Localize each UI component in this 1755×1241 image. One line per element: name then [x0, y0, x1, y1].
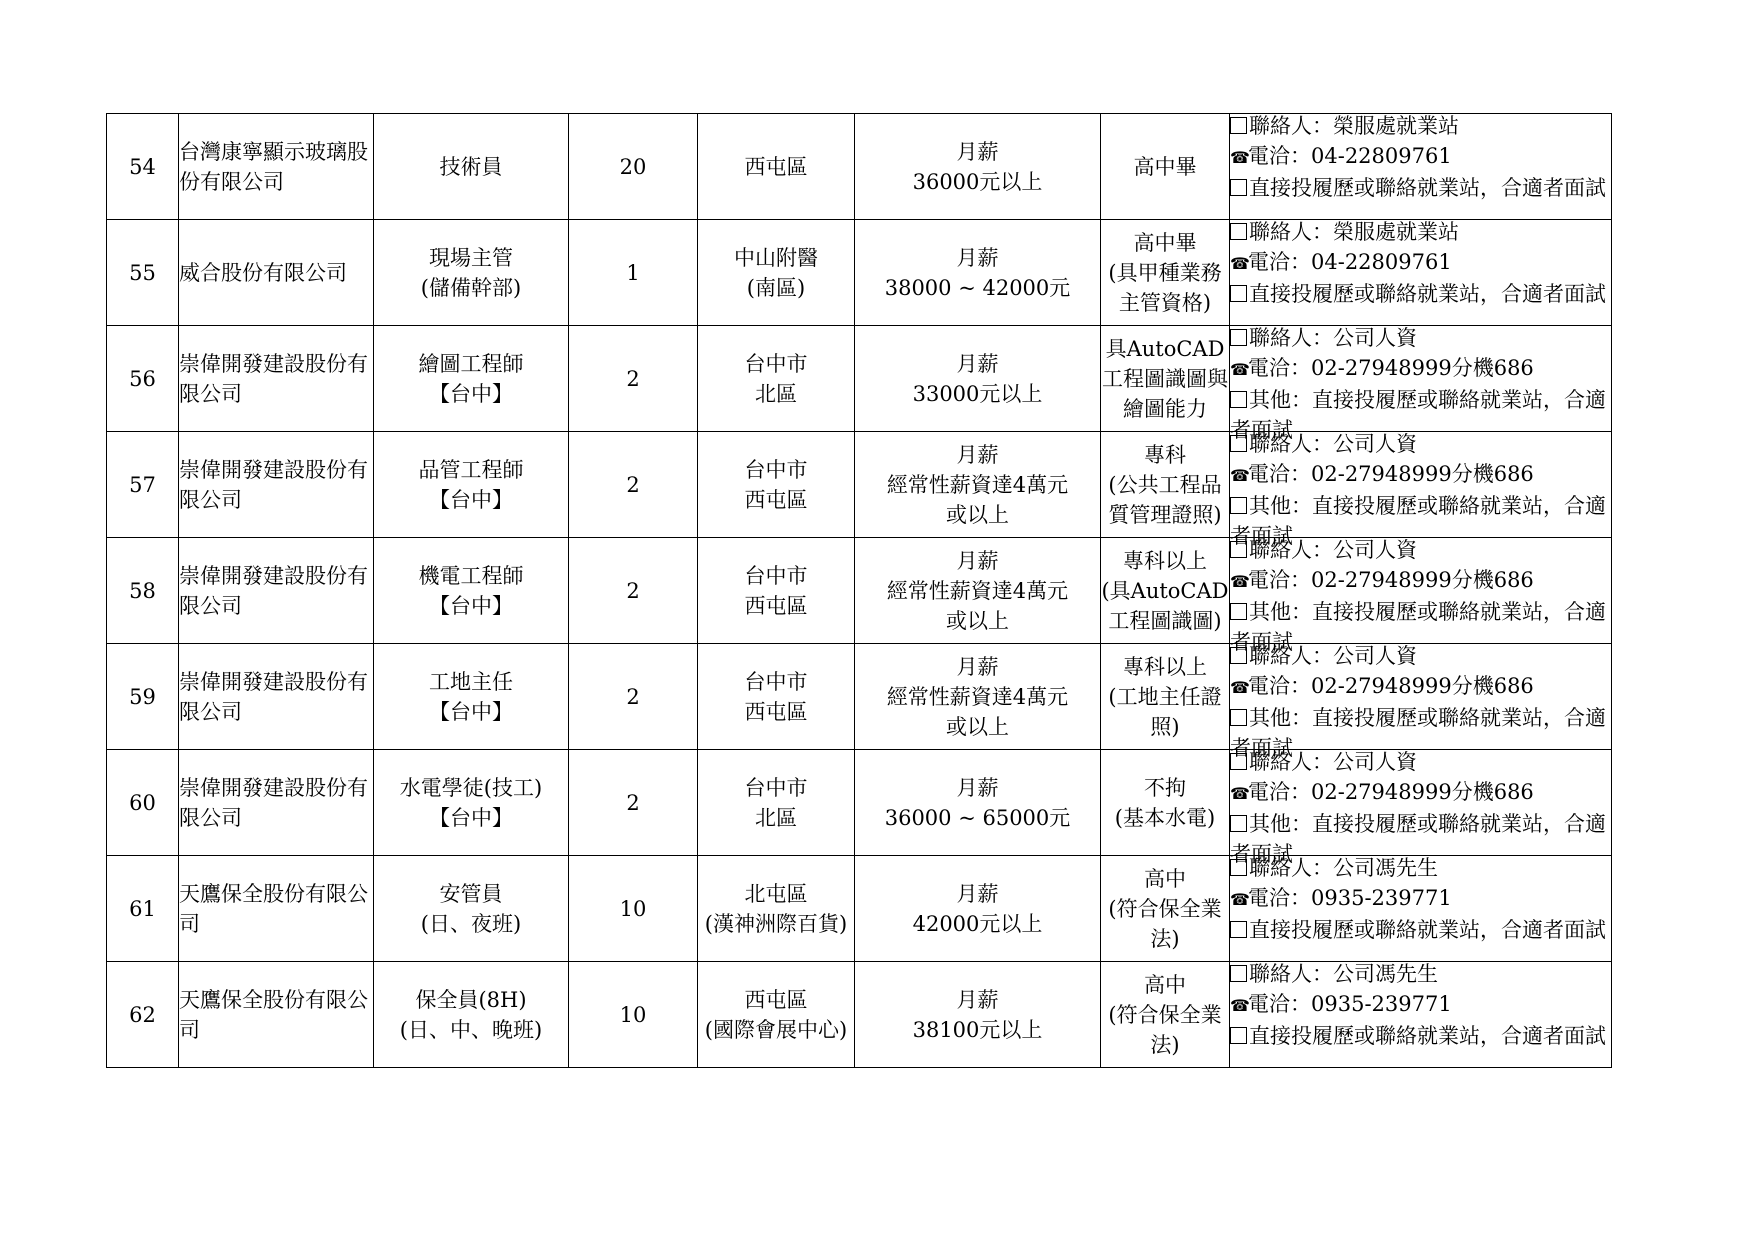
company-name: 威合股份有限公司: [179, 220, 374, 326]
job-position: 安管員 (日、夜班): [374, 856, 569, 962]
contact-info: [1230, 538, 1612, 654]
phone-icon: ☎: [1230, 572, 1250, 591]
hiring-count: 2: [569, 432, 698, 538]
work-location: 台中市 北區: [698, 326, 855, 432]
checkbox-icon: [1230, 223, 1247, 240]
contact-person: 聯絡人：公司人資: [1249, 538, 1417, 562]
row-number: 56: [107, 326, 179, 432]
checkbox-icon: [1230, 815, 1247, 832]
contact-person: 聯絡人：榮服處就業站: [1249, 220, 1459, 244]
work-location: 北屯區 (漢神洲際百貨): [698, 856, 855, 962]
hiring-count: 2: [569, 750, 698, 856]
hiring-count: 2: [569, 326, 698, 432]
contact-phone: 電洽：02-27948999分機686: [1248, 568, 1534, 592]
row-number: 57: [107, 432, 179, 538]
job-position: 水電學徒(技工) 【台中】: [374, 750, 569, 856]
checkbox-icon: [1230, 1027, 1247, 1044]
table-row: [107, 750, 1612, 856]
checkbox-icon: [1230, 329, 1247, 346]
table-row: [107, 432, 1612, 538]
hiring-count: 20: [569, 114, 698, 220]
checkbox-icon: [1230, 541, 1247, 558]
contact-phone: 電洽：0935-239771: [1248, 886, 1452, 910]
hiring-count: 10: [569, 856, 698, 962]
contact-phone: 電洽：02-27948999分機686: [1248, 462, 1534, 486]
row-number: 60: [107, 750, 179, 856]
contact-person: 聯絡人：榮服處就業站: [1249, 114, 1459, 138]
application-method: 其他：直接投履歷或聯絡就業站，合適者面試: [1230, 600, 1606, 654]
checkbox-icon: [1230, 117, 1247, 134]
contact-info: [1230, 114, 1612, 220]
work-location: 台中市 西屯區: [698, 538, 855, 644]
job-position: 技術員: [374, 114, 569, 220]
phone-icon: ☎: [1230, 148, 1250, 167]
phone-icon: ☎: [1230, 466, 1250, 485]
contact-phone: 電洽：04-22809761: [1248, 250, 1452, 274]
contact-phone: 電洽：02-27948999分機686: [1248, 674, 1534, 698]
hiring-count: 2: [569, 538, 698, 644]
row-number: 61: [107, 856, 179, 962]
contact-person: 聯絡人：公司人資: [1249, 644, 1417, 668]
company-name: 崇偉開發建設股份有限公司: [179, 432, 374, 538]
contact-info: [1230, 750, 1612, 866]
hiring-count: 2: [569, 644, 698, 750]
salary: 月薪 36000 ~ 65000元: [855, 750, 1101, 856]
table-row: [107, 114, 1612, 220]
job-position: 機電工程師 【台中】: [374, 538, 569, 644]
education-requirement: 專科 (公共工程品質管理證照): [1108, 442, 1222, 527]
contact-info: [1230, 326, 1612, 442]
contact-info: [1230, 432, 1612, 548]
row-number: 55: [107, 220, 179, 326]
company-name: 崇偉開發建設股份有限公司: [179, 644, 374, 750]
application-method: 其他：直接投履歷或聯絡就業站，合適者面試: [1230, 812, 1606, 866]
contact-info: [1230, 962, 1612, 1068]
contact-phone: 電洽：02-27948999分機686: [1248, 356, 1534, 380]
education-requirement: 具AutoCAD工程圖識圖與繪圖能力: [1102, 336, 1228, 421]
contact-person: 聯絡人：公司人資: [1249, 432, 1417, 456]
hiring-count: 10: [569, 962, 698, 1068]
contact-phone: 電洽：04-22809761: [1248, 144, 1452, 168]
table-row: [107, 856, 1612, 962]
checkbox-icon: [1230, 285, 1247, 302]
application-method: 其他：直接投履歷或聯絡就業站，合適者面試: [1230, 706, 1606, 760]
job-position: 保全員(8H) (日、中、晚班): [374, 962, 569, 1068]
application-method: 直接投履歷或聯絡就業站，合適者面試: [1249, 1024, 1606, 1048]
checkbox-icon: [1230, 753, 1247, 770]
salary: 月薪 33000元以上: [855, 326, 1101, 432]
company-name: 天鷹保全股份有限公司: [179, 856, 374, 962]
phone-icon: ☎: [1230, 784, 1250, 803]
phone-icon: ☎: [1230, 996, 1250, 1015]
phone-icon: ☎: [1230, 254, 1250, 273]
application-method: 直接投履歷或聯絡就業站，合適者面試: [1249, 282, 1606, 306]
salary: 月薪 42000元以上: [855, 856, 1101, 962]
application-method: 其他：直接投履歷或聯絡就業站，合適者面試: [1230, 388, 1606, 442]
phone-icon: ☎: [1230, 890, 1250, 909]
education-requirement: 專科以上 (工地主任證照): [1108, 654, 1222, 739]
job-position: 繪圖工程師 【台中】: [374, 326, 569, 432]
contact-phone: 電洽：0935-239771: [1248, 992, 1452, 1016]
contact-info: [1230, 644, 1612, 760]
table-row: [107, 326, 1612, 432]
row-number: 58: [107, 538, 179, 644]
checkbox-icon: [1230, 647, 1247, 664]
education-requirement: 高中 (符合保全業法): [1108, 972, 1222, 1057]
table-row: [107, 644, 1612, 750]
salary: 月薪 38100元以上: [855, 962, 1101, 1068]
job-position: 工地主任 【台中】: [374, 644, 569, 750]
education-requirement: 不拘 (基本水電): [1114, 775, 1216, 830]
work-location: 西屯區 (國際會展中心): [698, 962, 855, 1068]
contact-person: 聯絡人：公司馮先生: [1249, 962, 1438, 986]
work-location: 台中市 西屯區: [698, 644, 855, 750]
application-method: 直接投履歷或聯絡就業站，合適者面試: [1249, 918, 1606, 942]
company-name: 崇偉開發建設股份有限公司: [179, 750, 374, 856]
salary: 月薪 38000 ~ 42000元: [855, 220, 1101, 326]
contact-info: [1230, 220, 1612, 326]
checkbox-icon: [1230, 603, 1247, 620]
company-name: 天鷹保全股份有限公司: [179, 962, 374, 1068]
salary: 月薪 經常性薪資達4萬元 或以上: [855, 538, 1101, 644]
education-requirement: 專科以上 (具AutoCAD工程圖識圖): [1101, 548, 1229, 633]
application-method: 直接投履歷或聯絡就業站，合適者面試: [1249, 176, 1606, 200]
contact-person: 聯絡人：公司馮先生: [1249, 856, 1438, 880]
job-table-body: [107, 114, 1612, 1068]
checkbox-icon: [1230, 709, 1247, 726]
table-row: [107, 220, 1612, 326]
row-number: 62: [107, 962, 179, 1068]
checkbox-icon: [1230, 391, 1247, 408]
salary: 月薪 經常性薪資達4萬元 或以上: [855, 644, 1101, 750]
work-location: 台中市 西屯區: [698, 432, 855, 538]
salary: 月薪 36000元以上: [855, 114, 1101, 220]
checkbox-icon: [1230, 859, 1247, 876]
checkbox-icon: [1230, 965, 1247, 982]
row-number: 54: [107, 114, 179, 220]
checkbox-icon: [1230, 435, 1247, 452]
education-requirement: 高中畢: [1133, 154, 1197, 179]
work-location: 中山附醫 (南區): [698, 220, 855, 326]
salary: 月薪 經常性薪資達4萬元 或以上: [855, 432, 1101, 538]
contact-person: 聯絡人：公司人資: [1249, 750, 1417, 774]
hiring-count: 1: [569, 220, 698, 326]
application-method: 其他：直接投履歷或聯絡就業站，合適者面試: [1230, 494, 1606, 548]
company-name: 崇偉開發建設股份有限公司: [179, 326, 374, 432]
company-name: 崇偉開發建設股份有限公司: [179, 538, 374, 644]
phone-icon: ☎: [1230, 360, 1250, 379]
job-position: 品管工程師 【台中】: [374, 432, 569, 538]
job-position: 現場主管 (儲備幹部): [374, 220, 569, 326]
education-requirement: 高中 (符合保全業法): [1108, 866, 1222, 951]
checkbox-icon: [1230, 179, 1247, 196]
phone-icon: ☎: [1230, 678, 1250, 697]
row-number: 59: [107, 644, 179, 750]
table-row: [107, 962, 1612, 1068]
company-name: 台灣康寧顯示玻璃股份有限公司: [179, 114, 374, 220]
contact-person: 聯絡人：公司人資: [1249, 326, 1417, 350]
checkbox-icon: [1230, 497, 1247, 514]
contact-info: [1230, 856, 1612, 962]
work-location: 西屯區: [698, 114, 855, 220]
education-requirement: 高中畢 (具甲種業務主管資格): [1108, 230, 1222, 315]
table-row: [107, 538, 1612, 644]
checkbox-icon: [1230, 921, 1247, 938]
contact-phone: 電洽：02-27948999分機686: [1248, 780, 1534, 804]
job-listings-table: [106, 113, 1612, 1068]
work-location: 台中市 北區: [698, 750, 855, 856]
